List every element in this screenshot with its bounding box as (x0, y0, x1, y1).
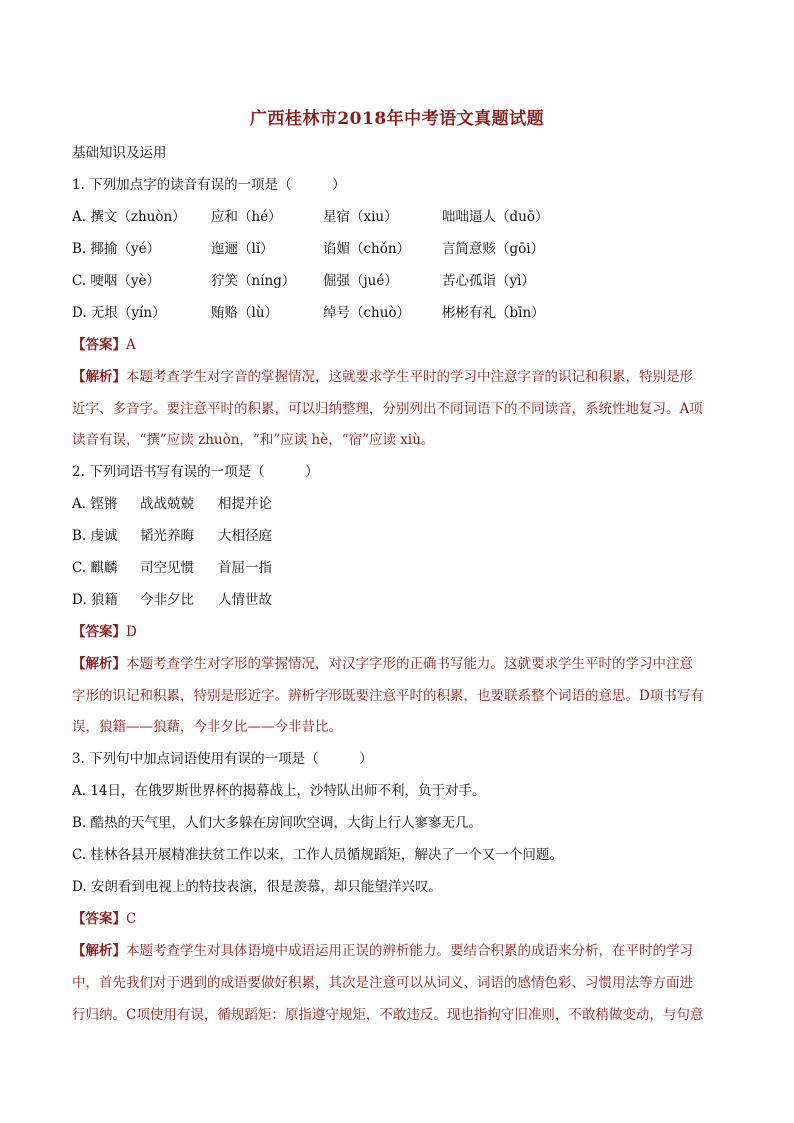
q1-analysis-tag: 【解析】 (72, 369, 126, 385)
q1-d-2: 贿赂（lù） (211, 305, 279, 321)
q2-answer (72, 622, 137, 642)
q2-c-1: C. 麒麟 (72, 560, 118, 576)
q3-analysis-line-3: 行归纳。C项使用有误，循规蹈矩：原指遵守规矩，不敢违反。现也指拘守旧准则，不敢稍做变动，与句意 (72, 1007, 704, 1023)
q3-stem: 3. 下列句中加点词语使用有误的一项是（ ） (72, 751, 373, 767)
q1-a-4: 咄咄逼人（duō） (442, 209, 549, 225)
q2-answer-tag: 【答案】 (72, 624, 126, 640)
q2-b-1: B. 虔诚 (72, 528, 118, 544)
q1-analysis-text-1: 本题考查学生对字音的掌握情况，这就要求学生平时的学习中注意字音的识记和积累，特别是形 (126, 369, 693, 385)
q2-c-2: 司空见惯 (140, 560, 194, 576)
q2-analysis-text-1: 本题考查学生对字形的掌握情况，对汉字字形的正确书写能力。这就要求学生平时的学习中注意 (126, 656, 693, 672)
q1-answer (72, 335, 136, 355)
q2-analysis-line-2: 字形的识记和积累，特别是形近字。辨析字形既要注意平时的积累，也要联系整个词语的意思。D项书写有 (72, 688, 704, 704)
q3-answer-value: C (126, 911, 137, 927)
q1-a-1: A. 撰文（zhuòn） (72, 209, 186, 225)
q2-b-3: 大相径庭 (218, 528, 272, 544)
q3-option-c: C. 桂林各县开展精准扶贫工作以来，工作人员循规蹈矩，解决了一个又一个问题。 (72, 847, 563, 863)
q1-d-3: 绰号（chuò） (323, 305, 411, 321)
q1-c-2: 狞笑（níng） (211, 273, 296, 289)
q1-analysis-line-3: 读音有误，“撰”应读 zhuòn，“和”应读 hè，“宿”应读 xiù。 (72, 432, 435, 448)
q3-option-b: B. 酷热的天气里，人们大多躲在房间吹空调，大街上行人寥寥无几。 (72, 815, 483, 831)
q3-answer (72, 909, 136, 929)
q1-analysis-line-1 (72, 367, 693, 387)
q1-b-1: B. 揶揄（yé） (72, 241, 161, 257)
q2-a-2: 战战兢兢 (140, 496, 194, 512)
q1-b-4: 言简意赅（gōi） (442, 241, 545, 257)
section-heading: 基础知识及运用 (72, 145, 167, 161)
q2-analysis-tag: 【解析】 (72, 656, 126, 672)
q1-analysis-line-2: 近字、多音字。要注意平时的积累，可以归纳整理，分别列出不同词语下的不同读音，系统性地复习。A项 (72, 401, 703, 417)
q3-analysis-tag: 【解析】 (72, 943, 126, 959)
q1-b-2: 迤逦（lǐ） (211, 241, 274, 257)
q3-analysis-line-2: 中，首先我们对于遇到的成语要做好积累，其次是注意可以从词义、词语的感情色彩、习惯用法等方面进 (72, 975, 693, 991)
q1-a-3: 星宿（xiu） (323, 209, 398, 225)
q3-analysis-line-1 (72, 941, 693, 961)
q2-analysis-line-3: 误，狼籍——狼藉，今非夕比——今非昔比。 (72, 719, 342, 735)
q2-a-1: A. 铿锵 (72, 496, 118, 512)
q1-b-3: 谄媚（chǒn） (323, 241, 411, 257)
q3-option-a: A. 14日，在俄罗斯世界杯的揭幕战上，沙特队出师不利，负于对手。 (72, 783, 486, 799)
q3-answer-tag: 【答案】 (72, 911, 126, 927)
q2-stem: 2. 下列词语书写有误的一项是（ ） (72, 464, 319, 480)
q2-d-3: 人情世故 (218, 592, 272, 608)
q3-analysis-text-1: 本题考查学生对具体语境中成语运用正误的辨析能力。要结合积累的成语来分析，在平时的学习 (126, 943, 693, 959)
q3-option-d: D. 安朗看到电视上的特技表演，很是羡慕，却只能望洋兴叹。 (72, 879, 442, 895)
q2-b-2: 韬光养晦 (140, 528, 194, 544)
q1-c-4: 苦心孤诣（yì） (442, 273, 535, 289)
q1-answer-tag: 【答案】 (72, 337, 126, 353)
q1-d-1: D. 无垠（yín） (72, 305, 166, 321)
q1-c-3: 倔强（jué） (323, 273, 398, 289)
q1-a-2: 应和（hé） (211, 209, 282, 225)
q2-d-2: 今非夕比 (140, 592, 194, 608)
q1-d-4: 彬彬有礼（bīn） (442, 305, 545, 321)
q2-a-3: 相提并论 (218, 496, 272, 512)
q2-answer-value: D (126, 624, 137, 640)
q1-c-1: C. 哽咽（yè） (72, 273, 161, 289)
page-title: 广西桂林市2018年中考语文真题试题 (249, 109, 545, 129)
q2-analysis-line-1 (72, 654, 693, 674)
q2-d-1: D. 狼籍 (72, 592, 118, 608)
q1-stem: 1. 下列加点字的读音有误的一项是（ ） (72, 177, 346, 193)
q2-c-3: 首屈一指 (218, 560, 272, 576)
q1-answer-value: A (126, 337, 136, 353)
